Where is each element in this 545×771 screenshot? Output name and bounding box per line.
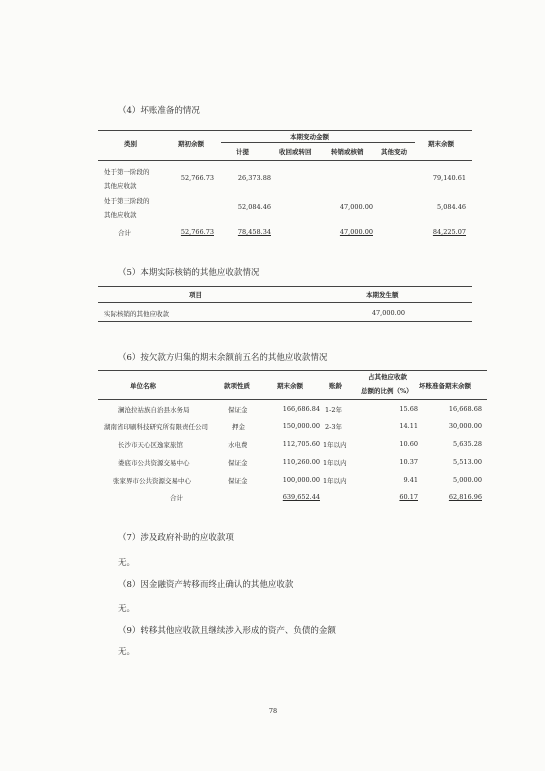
section-9-body: 无。 — [118, 647, 136, 657]
section-7-heading: （7）涉及政府补助的应收款项 — [118, 533, 234, 543]
section-7-body: 无。 — [118, 558, 136, 568]
col-recovered: 收回或转回 — [279, 148, 312, 156]
section-6-heading: （6）按欠款方归集的期末余额前五名的其他应收款情况 — [118, 353, 328, 363]
col-other: 其他变动 — [381, 148, 407, 156]
col-entity: 单位名称 — [130, 382, 156, 390]
write-off-label: 实际核销的其他应收款 — [104, 310, 169, 318]
section-5-heading: （5）本期实际核销的其他应收款情况 — [118, 268, 260, 278]
col-change-group: 本期变动金额 — [290, 133, 329, 141]
page-number: 78 — [268, 707, 278, 715]
col-written-off: 转销或核销 — [331, 148, 364, 156]
col-amount: 本期发生额 — [366, 291, 399, 299]
section-8-body: 无。 — [118, 604, 136, 614]
col-ratio-line1: 占其他应收款 — [368, 373, 407, 381]
section-4-heading: （4）坏账准备的情况 — [118, 106, 200, 116]
col-item: 项目 — [189, 291, 202, 299]
col-balance: 期末余额 — [277, 382, 303, 390]
col-nature: 款项性质 — [224, 382, 250, 390]
write-off-amount: 47,000.00 — [371, 309, 405, 317]
col-ratio-line2: 总额的比例（%） — [361, 387, 413, 395]
col-category: 类别 — [124, 140, 137, 148]
section-8-heading: （8）因金融资产转移而终止确认的其他应收款 — [118, 580, 294, 590]
col-opening: 期初余额 — [178, 140, 204, 148]
col-provision: 坏账准备期末余额 — [419, 382, 471, 390]
col-closing: 期末余额 — [428, 140, 454, 148]
col-accrued: 计提 — [236, 148, 249, 156]
col-age: 账龄 — [329, 382, 342, 390]
section-9-heading: （9）转移其他应收款且继续涉入形成的资产、负债的金额 — [118, 626, 336, 636]
